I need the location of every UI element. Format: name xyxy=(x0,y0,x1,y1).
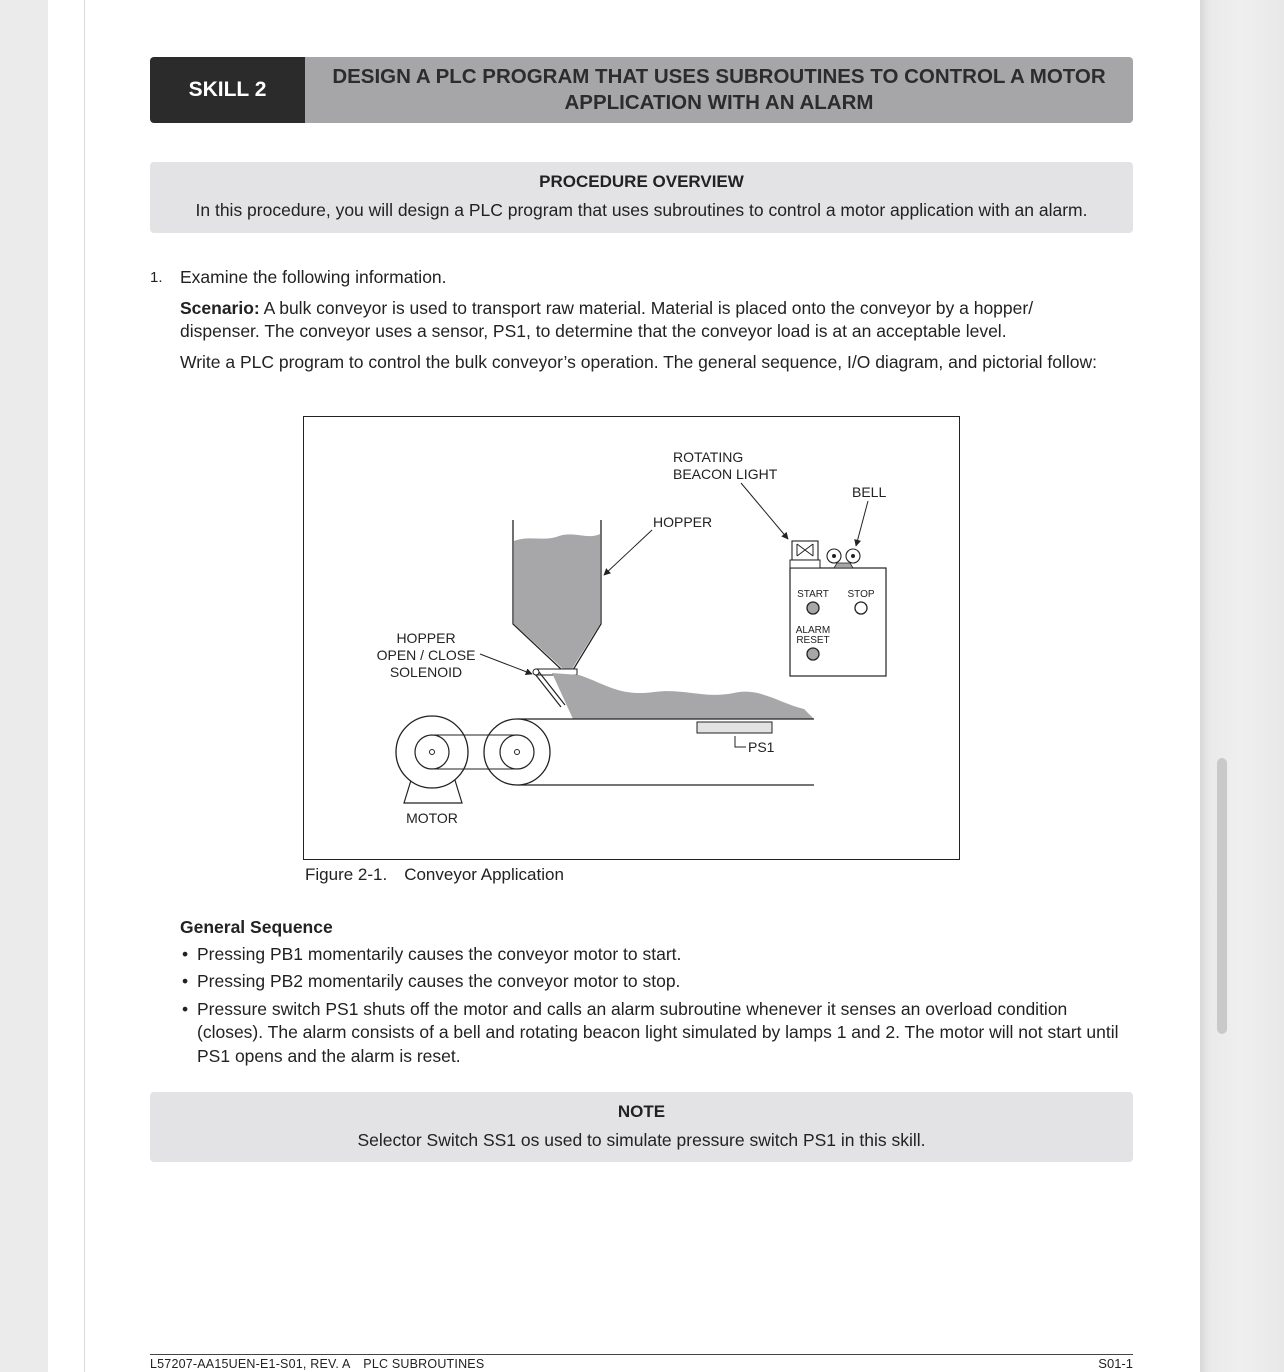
solenoid-label-2: OPEN / CLOSE xyxy=(376,647,476,663)
hopper-label: HOPPER xyxy=(653,514,713,530)
note-box xyxy=(150,1092,1133,1162)
scenario-label: Scenario: xyxy=(180,298,260,318)
skill-header xyxy=(150,57,1133,123)
ps1-sensor xyxy=(697,722,772,733)
step-intro: Examine the following information. xyxy=(180,267,447,287)
reset-label: RESET xyxy=(796,635,830,646)
control-panel xyxy=(790,541,886,676)
scrollbar-thumb[interactable] xyxy=(1217,758,1227,1034)
list-item xyxy=(180,943,1135,967)
step-instruction: Write a PLC program to control the bulk conveyor’s operation. The general sequence, I/O diagram, and pictorial follow: xyxy=(180,352,1097,372)
start-button-icon xyxy=(807,602,819,614)
sequence-list xyxy=(180,943,1135,1069)
ps1-label: PS1 xyxy=(748,739,775,755)
conveyor-figure xyxy=(303,416,960,860)
stop-label: STOP xyxy=(847,589,875,600)
list-item xyxy=(180,998,1135,1069)
beacon-light-label: BEACON LIGHT xyxy=(673,466,778,482)
skill-label: SKILL 2 xyxy=(150,57,305,123)
rotating-label: ROTATING xyxy=(673,449,744,465)
viewer-background-right xyxy=(1200,0,1284,1372)
note-text: Selector Switch SS1 os used to simulate pressure switch PS1 in this skill. xyxy=(357,1130,926,1150)
start-label: START xyxy=(797,589,829,600)
hopper-material xyxy=(514,534,600,669)
conveyor-material xyxy=(552,673,814,719)
alarm-label: ALARM xyxy=(795,625,831,636)
footer-rule xyxy=(150,1354,1133,1355)
hopper xyxy=(513,520,601,675)
page-margin-line xyxy=(84,0,85,1372)
bullet-glyph: • xyxy=(182,971,189,991)
motor-label: MOTOR xyxy=(406,810,458,826)
bullet-glyph: • xyxy=(182,998,189,1019)
scenario-text: A bulk conveyor is used to transport raw material. Material is placed onto the conveyor by a hopper/ dispenser. The conveyor uses a sensor, PS1, to determine that the conveyor load is at an acceptable level. xyxy=(180,298,1034,341)
general-sequence xyxy=(180,916,1135,1072)
list-item-text: Pressing PB2 momentarily causes the conveyor motor to stop. xyxy=(197,971,681,991)
skill-title: DESIGN A PLC PROGRAM THAT USES SUBROUTINES TO CONTROL A MOTOR APPLICATION WITH AN ALARM xyxy=(305,57,1133,123)
procedure-overview-title: PROCEDURE OVERVIEW xyxy=(539,172,744,191)
procedure-overview-box xyxy=(150,162,1133,233)
list-item-text: Pressing PB1 momentarily causes the conveyor motor to start. xyxy=(197,943,682,964)
footer-page-number: S01-1 xyxy=(1098,1356,1133,1371)
solenoid-label-1: HOPPER xyxy=(396,630,456,646)
step-body xyxy=(180,266,1110,382)
viewer-background-left xyxy=(0,0,48,1372)
list-item xyxy=(180,970,1135,994)
alarm-reset-button-icon xyxy=(807,648,819,660)
step-number: 1. xyxy=(150,269,163,286)
list-item-text: Pressure switch PS1 shuts off the motor and calls an alarm subroutine whenever it senses an overload condition (closes). The alarm consists of a bell and rotating beacon light simulated by lamps 1 and 2. The motor will not start until PS1 opens and the alarm is reset. xyxy=(197,998,1119,1066)
scenario-paragraph xyxy=(180,297,1110,343)
procedure-overview-text: In this procedure, you will design a PLC program that uses subroutines to control a motor application with an alarm. xyxy=(195,200,1088,220)
bell-label: BELL xyxy=(852,484,887,500)
general-sequence-title: General Sequence xyxy=(180,917,333,937)
stop-button-icon xyxy=(855,602,867,614)
note-title: NOTE xyxy=(617,1102,666,1121)
solenoid-label-3: SOLENOID xyxy=(389,664,463,680)
bullet-glyph: • xyxy=(182,943,189,964)
conveyor-diagram xyxy=(304,417,961,861)
figure-caption: Figure 2-1. Conveyor Application xyxy=(305,865,564,884)
footer-document-id: L57207-AA15UEN-E1-S01, REV. A PLC SUBROUTINES xyxy=(150,1357,485,1371)
